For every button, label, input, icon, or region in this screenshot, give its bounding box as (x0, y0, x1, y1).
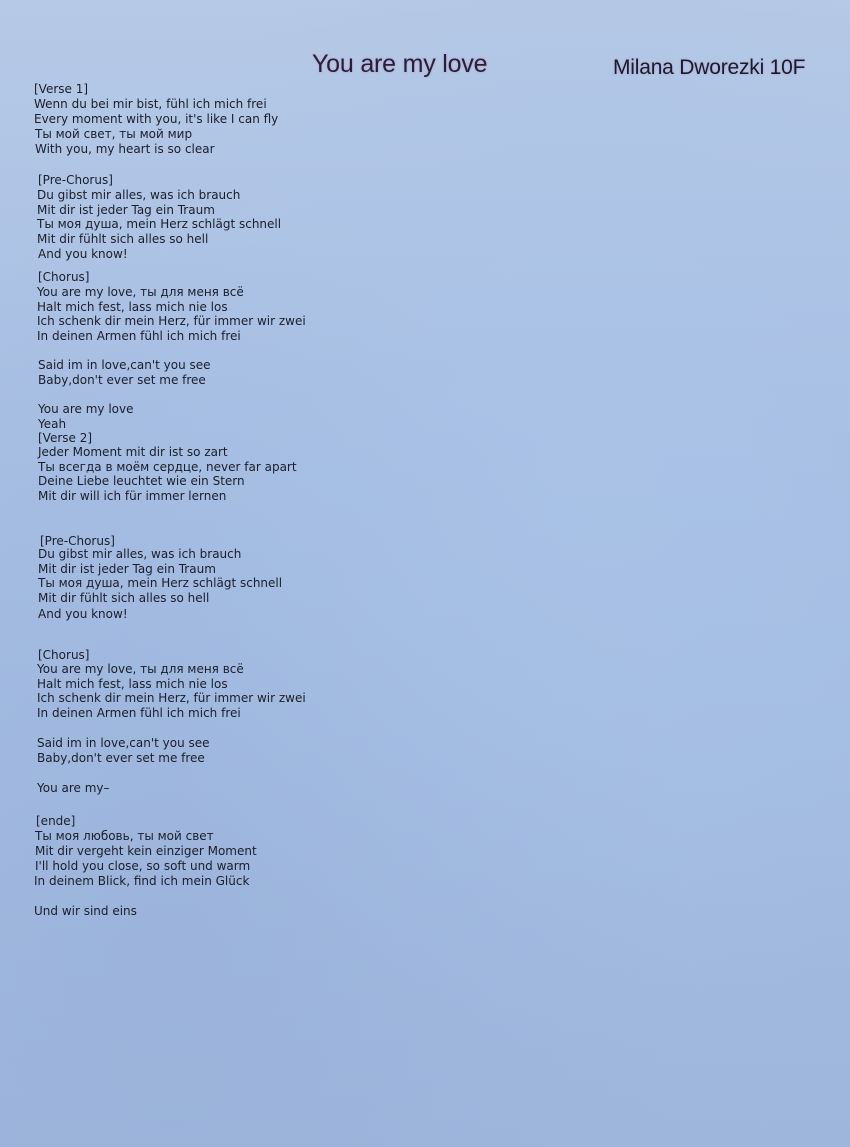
section-label-pre-chorus: [Pre-Chorus] (40, 534, 115, 548)
lyric-line: Du gibst mir alles, was ich brauch (37, 188, 241, 202)
lyric-line: Mit dir ist jeder Tag ein Traum (37, 203, 215, 217)
lyric-line: Ты моя любовь, ты мой свет (35, 829, 214, 843)
lyric-line: Yeah (38, 417, 67, 431)
lyric-line: Said im in love,can't you see (38, 358, 211, 372)
lyric-line: Mit dir fühlt sich alles so hell (37, 232, 209, 246)
section-label-verse-1: [Verse 1] (34, 82, 89, 96)
lyric-line: Deine Liebe leuchtet wie ein Stern (38, 474, 245, 488)
section-label-ende: [ende] (36, 814, 76, 828)
lyric-line: You are my love, ты для меня всё (37, 285, 244, 299)
lyric-line: Mit dir fühlt sich alles so hell (38, 591, 210, 605)
lyric-line: Every moment with you, it's like I can fly (34, 112, 279, 126)
lyric-line: Ich schenk dir mein Herz, für immer wir zwei (37, 691, 306, 705)
lyric-line: Ты мой свет, ты мой мир (35, 127, 193, 141)
lyric-line: Ты всегда в моём сердце, never far apart (38, 460, 297, 474)
lyric-line: Mit dir vergeht kein einziger Moment (35, 844, 257, 858)
lyric-line: You are my love, ты для меня всё (37, 662, 244, 676)
lyric-line: I'll hold you close, so soft und warm (35, 859, 251, 873)
lyric-line: Mit dir will ich für immer lernen (38, 489, 227, 503)
lyric-line: Halt mich fest, lass mich nie los (37, 300, 228, 314)
lyric-line: Wenn du bei mir bist, fühl ich mich frei (34, 97, 267, 111)
section-label-pre-chorus: [Pre-Chorus] (38, 173, 113, 187)
lyric-line: In deinen Armen fühl ich mich frei (37, 329, 241, 343)
lyric-line: Ich schenk dir mein Herz, für immer wir zwei (37, 314, 306, 328)
lyric-line: Jeder Moment mit dir ist so zart (38, 445, 228, 459)
lyric-line: Ты моя душа, mein Herz schlägt schnell (37, 217, 282, 231)
lyric-line: You are my love (38, 402, 134, 416)
lyric-line: And you know! (38, 247, 128, 261)
lyric-line: Mit dir ist jeder Tag ein Traum (38, 562, 216, 576)
lyric-line: Halt mich fest, lass mich nie los (37, 677, 228, 691)
lyric-line: Du gibst mir alles, was ich brauch (38, 547, 242, 561)
lyric-line: In deinen Armen fühl ich mich frei (37, 706, 241, 720)
section-label-verse-2: [Verse 2] (38, 431, 93, 445)
author-name: Milana Dworezki 10F (613, 56, 806, 79)
lyric-line: Said im in love,can't you see (37, 736, 210, 750)
section-label-chorus: [Chorus] (38, 648, 90, 662)
lyric-line: In deinem Blick, find ich mein Glück (34, 874, 250, 888)
song-title: You are my love (312, 50, 488, 78)
lyric-line: With you, my heart is so clear (35, 142, 215, 156)
section-label-chorus: [Chorus] (38, 270, 90, 284)
lyric-line: Baby,don't ever set me free (37, 751, 205, 765)
final-line: Und wir sind eins (34, 904, 137, 918)
lyric-line: You are my– (37, 781, 110, 795)
lyric-line: And you know! (38, 607, 128, 621)
lyric-line: Ты моя душа, mein Herz schlägt schnell (38, 576, 283, 590)
lyric-line: Baby,don't ever set me free (38, 373, 206, 387)
